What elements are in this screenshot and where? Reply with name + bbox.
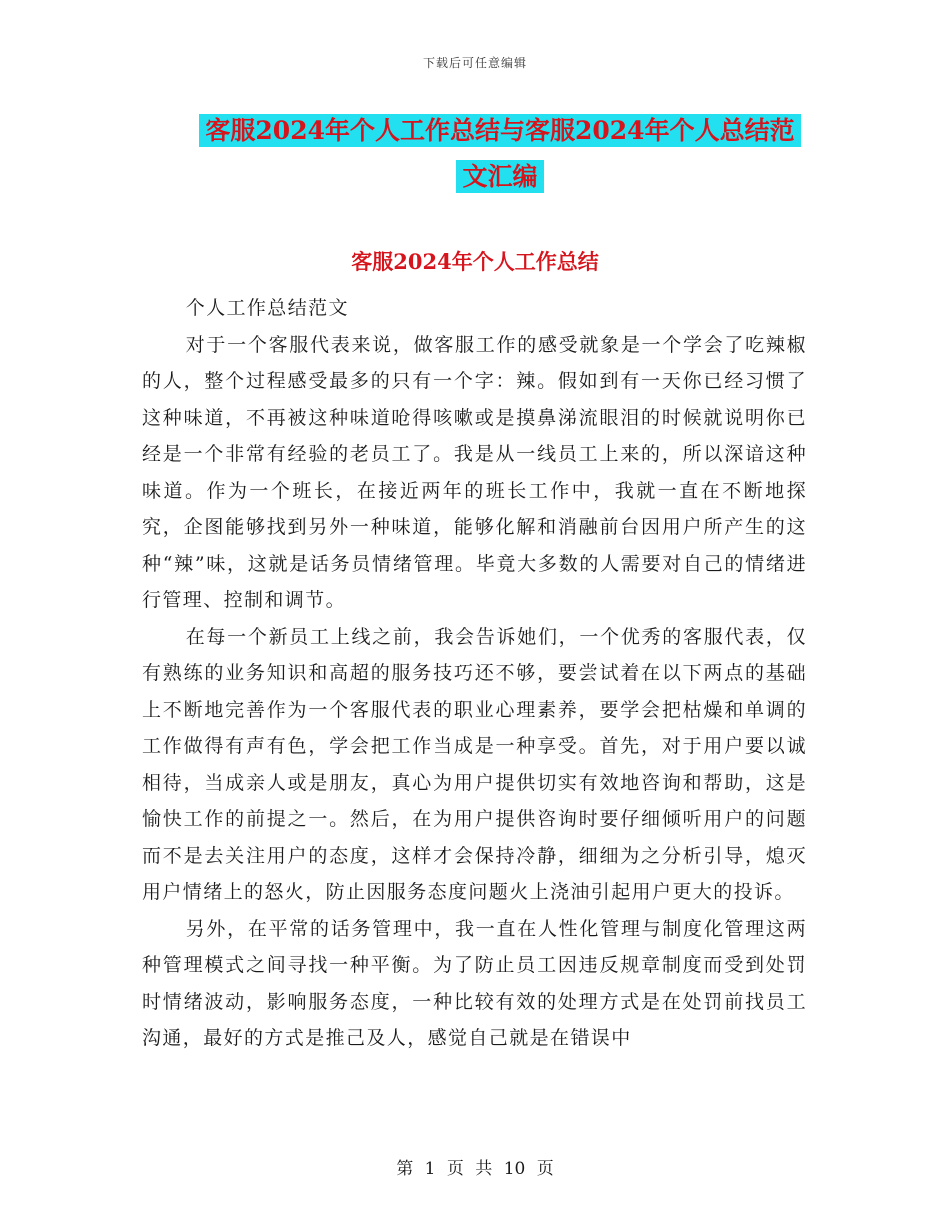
document-title — [190, 108, 810, 200]
document-body — [142, 290, 807, 1057]
paragraph-subtitle: 个人工作总结范文 — [185, 297, 349, 319]
page-header-note: 下载后可任意编辑 — [422, 56, 527, 70]
document-title-text: 客服2024年个人工作总结与客服2024年个人总结范文汇编 — [199, 114, 800, 193]
page-number-footer: 第 1 页 共 10 页 — [396, 1159, 554, 1179]
paragraph: 对于一个客服代表来说，做客服工作的感受就象是一个学会了吃辣椒的人，整个过程感受最多的只有一个字：辣。假如到有一天你已经习惯了这种味道，不再被这种味道呛得咳嗽或是摸鼻涕流眼泪的时候就说明你已经是一个非常有经验的老员工了。我是从一线员工上来的，所以深谙这种味道。作为一个班长，在接近两年的班长工作中，我就一直在不断地探究，企图能够找到另外一种味道，能够化解和消融前台因用户所产生的这种“辣”味，这就是话务员情绪管理。毕竟大多数的人需要对自己的情绪进行管理、控制和调节。 — [142, 333, 807, 611]
paragraph: 在每一个新员工上线之前，我会告诉她们，一个优秀的客服代表，仅有熟练的业务知识和高超的服务技巧还不够，要尝试着在以下两点的基础上不断地完善作为一个客服代表的职业心理素养，要学会把枯燥和单调的工作做得有声有色，学会把工作当成是一种享受。首先，对于用户要以诚相待，当成亲人或是朋友，真心为用户提供切实有效地咨询和帮助，这是愉快工作的前提之一。然后，在为用户提供咨询时要仔细倾听用户的问题而不是去关注用户的态度，这样才会保持冷静，细细为之分析引导，熄灭用户情绪上的怒火，防止因服务态度问题火上浇油引起用户更大的投诉。 — [142, 625, 807, 903]
paragraph: 另外，在平常的话务管理中，我一直在人性化管理与制度化管理这两种管理模式之间寻找一种平衡。为了防止员工因违反规章制度而受到处罚时情绪波动，影响服务态度，一种比较有效的处理方式是在处罚前找员工沟通，最好的方式是推己及人，感觉自己就是在错误中 — [142, 917, 807, 1049]
section-title: 客服2024年个人工作总结 — [351, 249, 599, 274]
